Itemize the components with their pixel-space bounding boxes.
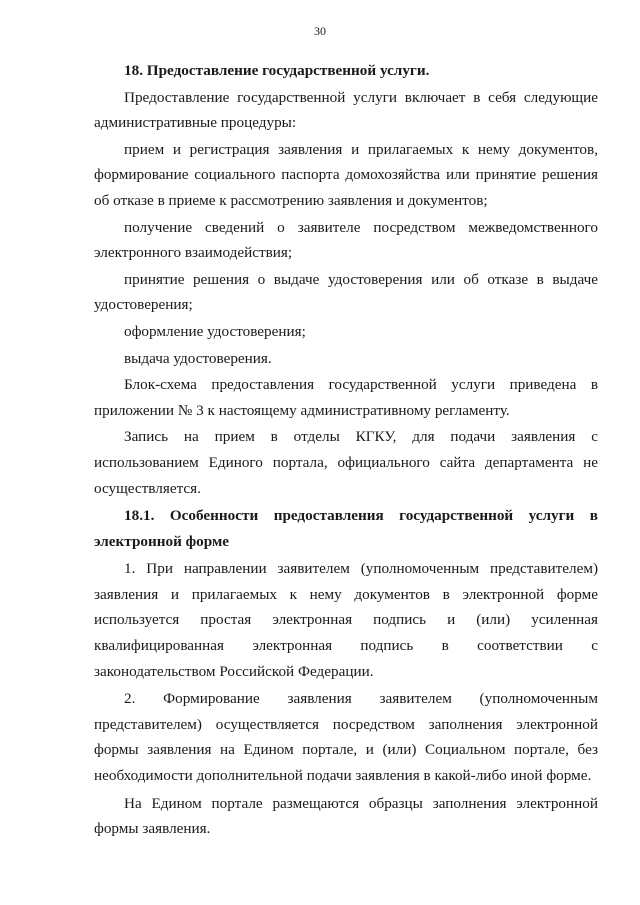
procedure-item: получение сведений о заявителе посредством межведомственного электронного взаимодействия; bbox=[94, 218, 598, 262]
section-18-heading: 18. Предоставление государственной услуги. bbox=[124, 62, 430, 79]
form-submission-item: 2. Формирование заявления заявителем (уполномоченным представителем) осуществляется посредством заполнения электронной формы заявления на Едином портале, и (или) Социальном портале, без необходимости дополнительной подачи заявления в какой-либо иной форме. bbox=[94, 690, 598, 785]
section-18-intro: Предоставление государственной услуги включает в себя следующие административные процедуры: bbox=[94, 88, 598, 132]
section-18-1-heading: 18.1. Особенности предоставления государственной услуги в электронной форме bbox=[94, 507, 598, 550]
document-body bbox=[94, 58, 598, 842]
flowchart-note: Блок-схема предоставления государственной услуги приведена в приложении № 3 к настоящему административному регламенту. bbox=[94, 376, 598, 419]
appointment-note: Запись на прием в отделы КГКУ, для подачи заявления с использованием Единого портала, официального сайта департамента не осуществляется. bbox=[94, 428, 598, 497]
procedure-item: прием и регистрация заявления и прилагаемых к нему документов, формирование социального паспорта домохозяйства или принятие решения об отказе в приеме к рассмотрению заявления и документов; bbox=[94, 140, 598, 209]
e-signature-item: 1. При направлении заявителем (уполномоченным представителем) заявления и прилагаемых к нему документов в электронной форме используется простая электронная подпись и (или) усиленная квалифицированная электронная подпись в соответствии с законодательством Российской Федерации. bbox=[94, 560, 598, 680]
procedure-item: выдача удостоверения. bbox=[124, 349, 272, 367]
procedure-item: принятие решения о выдаче удостоверения или об отказе в выдаче удостоверения; bbox=[94, 270, 598, 314]
portal-note: На Едином портале размещаются образцы заполнения электронной формы заявления. bbox=[94, 794, 598, 838]
page-number: 30 bbox=[314, 24, 326, 38]
procedure-item: оформление удостоверения; bbox=[124, 322, 306, 340]
